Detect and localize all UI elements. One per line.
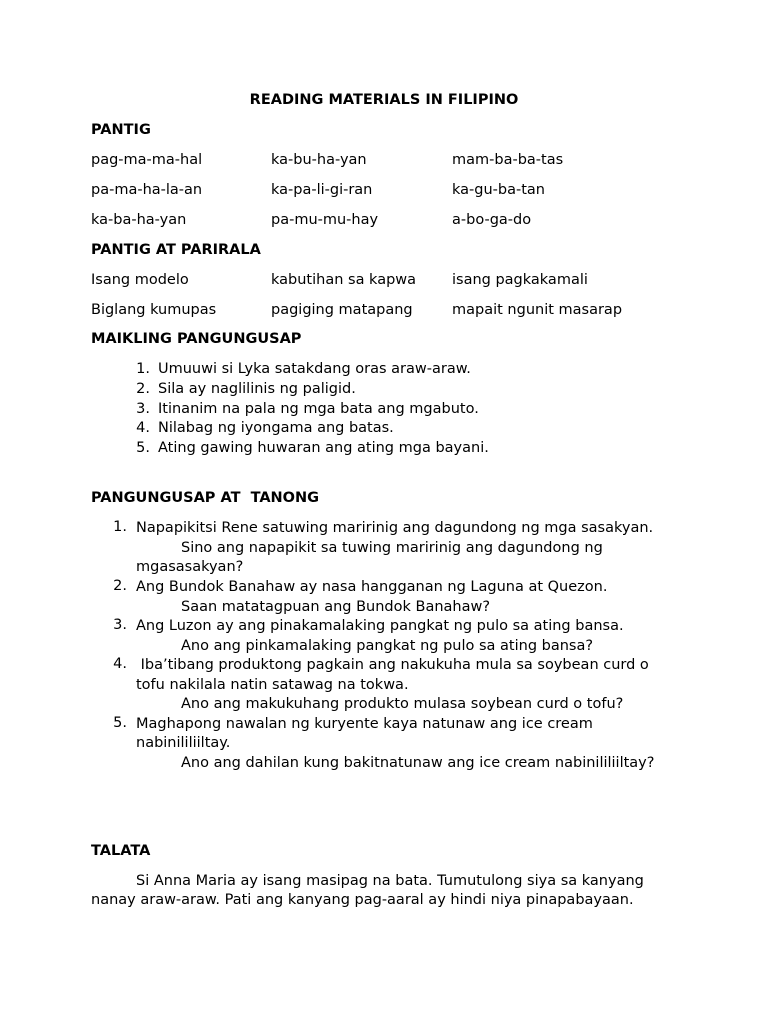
list-item: Ating gawing huwaran ang ating mga bayani. <box>158 440 489 456</box>
heading-pantig: PANTIG <box>91 122 151 138</box>
parirala-cell: pagiging matapang <box>271 302 413 318</box>
list-number: 1. <box>136 361 150 377</box>
list-item: Nilabag ng iyongama ang batas. <box>158 420 394 436</box>
document-title: READING MATERIALS IN FILIPINO <box>249 92 519 108</box>
list-item: Sila ay naglilinis ng paligid. <box>158 381 356 397</box>
pantig-cell: a-bo-ga-do <box>452 212 532 228</box>
parirala-cell: Biglang kumupas <box>91 302 217 318</box>
pantig-cell: ka-pa-li-gi-ran <box>271 182 373 198</box>
question-line: mgasasakyan? <box>136 559 244 575</box>
sentence-line: Napapikitsi Rene satuwing maririnig ang dagundong ng mga sasakyan. <box>136 520 654 536</box>
sentence-line: nabinililiiltay. <box>136 735 231 751</box>
heading-talata: TALATA <box>91 843 151 859</box>
paragraph-line: Si Anna Maria ay isang masipag na bata. Tumutulong siya sa kanyang <box>136 873 644 889</box>
list-number: 3. <box>136 401 150 417</box>
list-number: 3. <box>113 617 127 633</box>
list-item: Itinanim na pala ng mga bata ang mgabuto. <box>158 401 479 417</box>
pantig-cell: ka-ba-ha-yan <box>91 212 187 228</box>
pantig-cell: mam-ba-ba-tas <box>452 152 564 168</box>
sentence-line: Maghapong nawalan ng kuryente kaya natunaw ang ice cream <box>136 716 593 732</box>
pantig-cell: ka-bu-ha-yan <box>271 152 367 168</box>
list-number: 2. <box>113 578 127 594</box>
sentence-line: Iba’tibang produktong pagkain ang nakukuha mula sa soybean curd o <box>136 657 649 673</box>
paragraph-line: nanay araw-araw. Pati ang kanyang pag-aaral ay hindi niya pinapabayaan. <box>91 892 634 908</box>
sentence-line: Ang Bundok Banahaw ay nasa hangganan ng Laguna at Quezon. <box>136 579 608 595</box>
list-number: 5. <box>136 440 150 456</box>
parirala-cell: kabutihan sa kapwa <box>271 272 417 288</box>
question-line: Ano ang makukuhang produkto mulasa soybean curd o tofu? <box>181 696 624 712</box>
heading-pangungusap-tanong: PANGUNGUSAP AT TANONG <box>91 490 320 506</box>
list-number: 5. <box>113 715 127 731</box>
heading-maikling-pangungusap: MAIKLING PANGUNGUSAP <box>91 331 302 347</box>
list-number: 4. <box>113 656 127 672</box>
list-item: Umuuwi si Lyka satakdang oras araw-araw. <box>158 361 471 377</box>
parirala-cell: mapait ngunit masarap <box>452 302 623 318</box>
parirala-cell: isang pagkakamali <box>452 272 588 288</box>
question-line: Sino ang napapikit sa tuwing maririnig ang dagundong ng <box>181 540 603 556</box>
list-number: 4. <box>136 420 150 436</box>
question-line: Saan matatagpuan ang Bundok Banahaw? <box>181 599 491 615</box>
heading-pantig-parirala: PANTIG AT PARIRALA <box>91 242 261 258</box>
question-line: Ano ang pinkamalaking pangkat ng pulo sa ating bansa? <box>181 638 594 654</box>
sentence-line: Ang Luzon ay ang pinakamalaking pangkat ng pulo sa ating bansa. <box>136 618 624 634</box>
sentence-line: tofu nakilala natin satawag na tokwa. <box>136 677 409 693</box>
parirala-cell: Isang modelo <box>91 272 189 288</box>
list-number: 1. <box>113 519 127 535</box>
list-number: 2. <box>136 381 150 397</box>
pantig-cell: pa-mu-mu-hay <box>271 212 379 228</box>
pantig-cell: ka-gu-ba-tan <box>452 182 545 198</box>
pantig-cell: pag-ma-ma-hal <box>91 152 203 168</box>
pantig-cell: pa-ma-ha-la-an <box>91 182 203 198</box>
question-line: Ano ang dahilan kung bakitnatunaw ang ice cream nabinililiiltay? <box>181 755 655 771</box>
